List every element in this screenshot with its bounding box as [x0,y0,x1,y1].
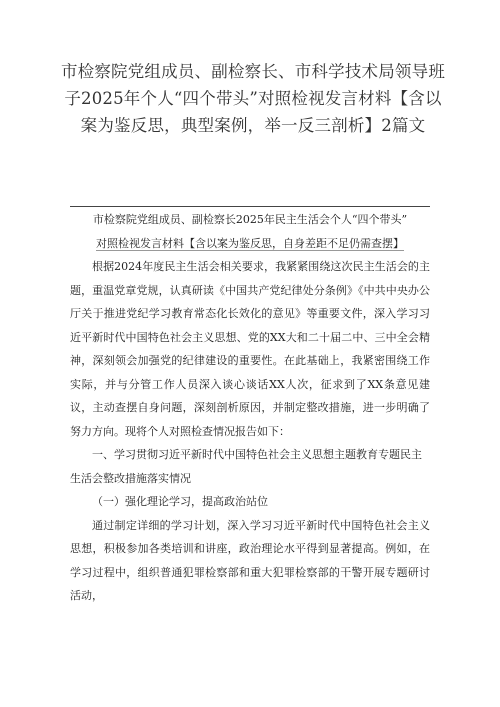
report-subtitle-line2: 对照检视发言材料【含以案为鉴反思，自身差距不足仍需查摆】 [96,236,404,250]
report-subtitle-line1: 市检察院党组成员、副检察长2025年民主生活会个人“四个带头” [92,213,408,226]
intro-paragraph: 根据2024年度民主生活会相关要求，我紧紧围绕这次民主生活会的主题，重温党章党规，认真研读《中国共产党纪律处分条例》《中共中央办公厅关于推进党纪学习教育常态化长效化的意见》等重要文件，深入学习习近平新时代中国特色社会主义思想、党的XX大和二十届二中、三中全会精神，深刻领会加强党的纪律建设的重要性。在此基础上，我紧密围绕工作实际，并与分管工作人员深入谈心谈话XX人次，征求到了XX条意见建议，主动查摆自身问题，深刻剖析原因，并制定整改措施，进一步明确了努力方向。现将个人对照检查情况报告如下： [70,260,430,438]
subsection1-paragraph: 通过制定详细的学习计划，深入学习习近平新时代中国特色社会主义思想，积极参加各类培训和讲座，政治理论水平得到显著提高。例如，在学习过程中，组织普通犯罪检察部和重大犯罪检察部的干警开展专题研讨活动， [70,518,430,602]
title-divider [70,206,430,207]
document-body [70,208,430,608]
section1-heading: 一、学习贯彻习近平新时代中国特色社会主义思想主题教育专题民主生活会整改措施落实情况 [70,448,422,485]
subsection1-heading: （一）强化理论学习，提高政治站位 [92,495,268,508]
document-title: 市检察院党组成员、副检察长、市科学技术局领导班子2025年个人“四个带头”对照检视发言材料【含以案为鉴反思，典型案例，举一反三剖析】2篇文 [60,62,446,135]
